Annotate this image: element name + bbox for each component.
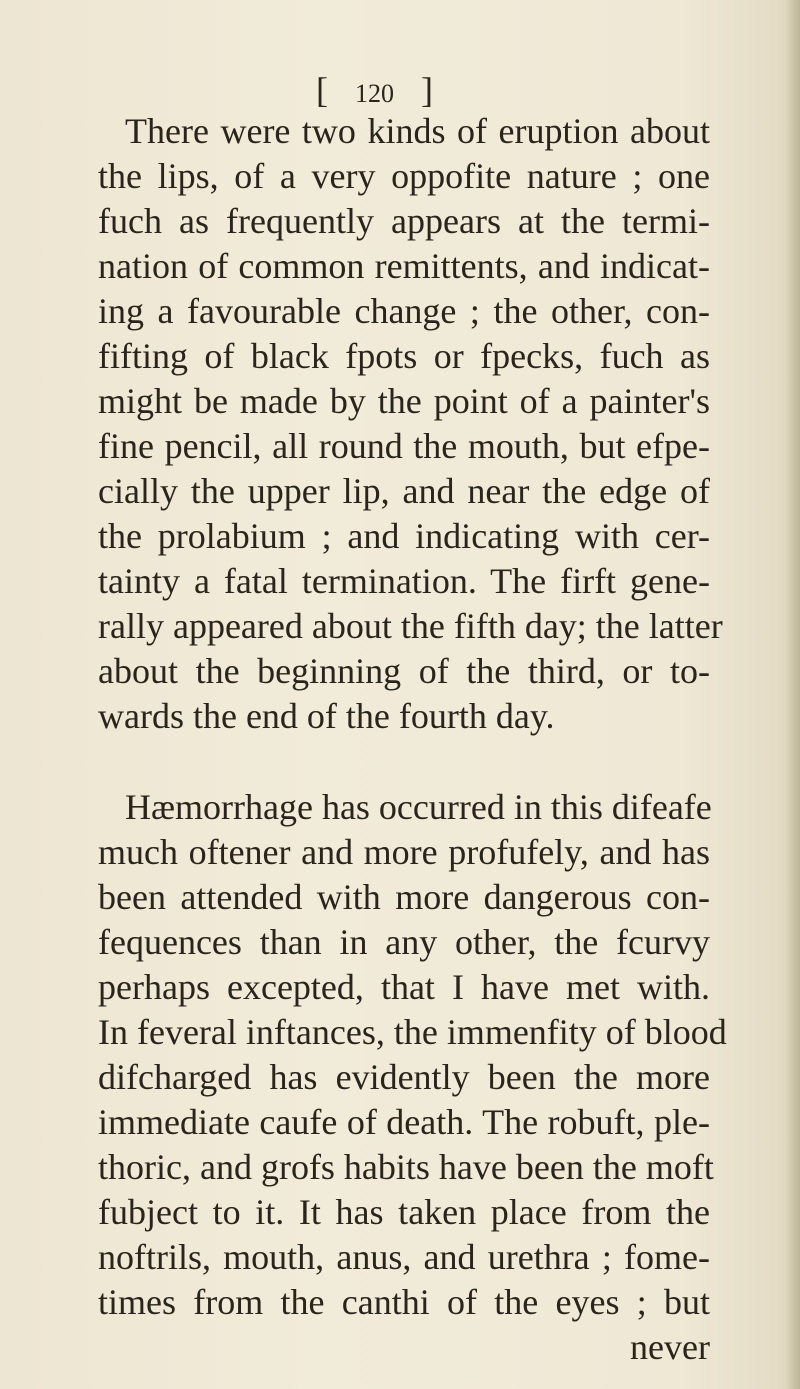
page-number: 120 [355, 79, 394, 108]
text-line: Hæmorrhage has occurred in this difeafe [125, 787, 712, 827]
text-line: much oftener and more profufely, and has [98, 832, 710, 872]
text-line: tainty a fatal termination. The firft gene- [98, 561, 710, 601]
text-line: thoric, and grofs habits have been the moft [98, 1147, 714, 1187]
text-line: immediate caufe of death. The robuft, ple- [98, 1102, 710, 1142]
text-line: In feveral inftances, the immenfity of blood [98, 1012, 727, 1052]
page-edge-shadow [786, 0, 800, 1389]
text-line: There were two kinds of eruption about [125, 111, 710, 151]
text-line: perhaps excepted, that I have met with. [98, 967, 710, 1007]
text-line: fequences than in any other, the fcurvy [98, 922, 710, 962]
text-line: fuch as frequently appears at the termi- [98, 201, 710, 241]
text-line: might be made by the point of a painter's [98, 381, 710, 421]
text-line: fubject to it. It has taken place from the [98, 1192, 710, 1232]
text-line: fifting of black fpots or fpecks, fuch as [98, 336, 710, 376]
page-header [316, 70, 433, 114]
text-line: the lips, of a very oppofite nature ; one [98, 156, 710, 196]
text-line: wards the end of the fourth day. [98, 696, 555, 736]
catchword: never [630, 1327, 710, 1367]
text-line: noftrils, mouth, anus, and urethra ; fome- [98, 1237, 710, 1277]
text-line: been attended with more dangerous con- [98, 877, 710, 917]
text-line: about the beginning of the third, or to- [98, 651, 710, 691]
text-line: the prolabium ; and indicating with cer- [98, 516, 710, 556]
text-line: times from the canthi of the eyes ; but [98, 1282, 710, 1322]
header-open-bracket: [ [316, 70, 328, 110]
text-line: nation of common remittents, and indicat- [98, 246, 710, 286]
text-line: rally appeared about the fifth day; the latter [98, 606, 723, 646]
text-line: cially the upper lip, and near the edge of [98, 471, 710, 511]
header-close-bracket: ] [421, 70, 433, 110]
text-line: difcharged has evidently been the more [98, 1057, 710, 1097]
text-line: fine pencil, all round the mouth, but efpe- [98, 426, 710, 466]
text-line: ing a favourable change ; the other, con- [98, 291, 710, 331]
